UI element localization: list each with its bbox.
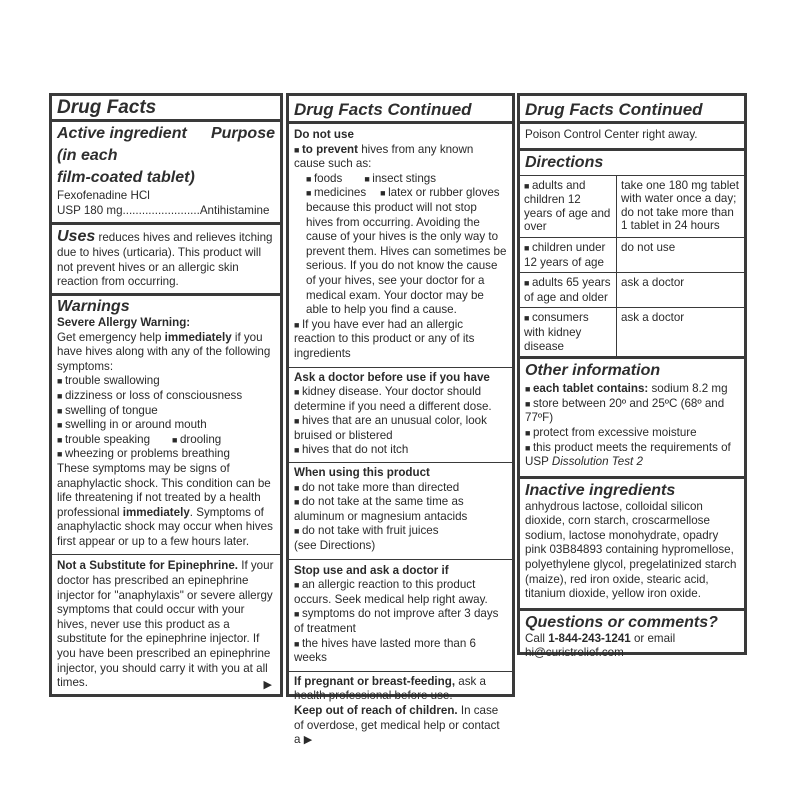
prevent-text: hives from any known cause such as: [294, 142, 474, 171]
call-text: Call [525, 631, 549, 645]
stop-use-item: ■ the hives have lasted more than 6 weeks [294, 637, 507, 666]
ingredient-name: Fexofenadine HCl [57, 189, 150, 202]
when-using-item: ■ do not take more than directed [294, 481, 507, 496]
table-row [520, 308, 744, 356]
symptom-item: ■ swelling in or around mouth [57, 418, 275, 433]
anaphylaxis-text-1: These symptoms may be signs of anaphylactic shock. This condition can be life threatening if not treated by a health professional [57, 461, 271, 519]
anaphylaxis-bold: immediately [122, 505, 190, 519]
inactive-ingredients-heading: Inactive ingredients [525, 481, 676, 499]
table-row [520, 176, 744, 238]
usp-test-name: Dissolution Test 2 [551, 455, 643, 469]
directions-heading: Directions [525, 153, 604, 171]
anaphylaxis-text-2: . Symptoms of anaphylactic shock may occur when hives first appear or up to a few hours later. [57, 505, 273, 548]
drug-facts-title: Drug Facts [57, 97, 157, 118]
table-cell [520, 308, 617, 356]
keep-out-warning [294, 704, 507, 748]
epinephrine-warning [57, 559, 275, 690]
symptom-item: ■ trouble swallowing [57, 374, 275, 389]
active-ingredient-sub1: (in each [57, 147, 118, 164]
usp-text: ■ this product meets the requirements of USP [525, 441, 731, 469]
directions-who: ■ adults and children 12 years of age and over [524, 179, 610, 234]
ask-doctor-item: ■ hives that do not itch [294, 443, 507, 458]
severe-intro-text: Get emergency help [57, 330, 165, 344]
table-cell [520, 176, 617, 238]
continued-title: Drug Facts Continued [294, 100, 472, 119]
continue-arrow-icon: ▶ [263, 678, 272, 691]
severe-intro-bold: immediately [164, 330, 232, 344]
cause-item: ■ insect stings [364, 172, 436, 185]
uses-text: reduces hives and relieves itching due to hives (urticaria). This product will not prevent hives or an allergic skin reaction from occurring. [57, 231, 273, 289]
pregnancy-bold: If pregnant or breast-feeding, [294, 674, 456, 688]
table-cell [520, 273, 617, 308]
poison-control-text: Poison Control Center right away. [525, 128, 698, 141]
warnings-heading: Warnings [57, 297, 130, 315]
each-tablet-bold: ■ each tablet contains: [525, 382, 648, 395]
active-ingredient-sub2: film-coated tablet) [57, 169, 195, 186]
questions-heading: Questions or comments? [525, 613, 718, 631]
drug-facts-panel-2 [286, 93, 515, 747]
symptom-pair-row [57, 433, 275, 448]
phone-number: 1-844-243-1241 [548, 631, 631, 645]
usp-item [525, 441, 739, 470]
symptom-item: ■ dizziness or loss of consciousness [57, 389, 275, 404]
allergic-reaction-item: ■ If you have ever had an allergic reaction to this product or any of its ingredients [294, 318, 507, 362]
prevent-bold: ■ to prevent [294, 143, 358, 156]
inactive-ingredients-text: anhydrous lactose, colloidal silicon dioxide, corn starch, croscarmellose sodium, lactose monohydrate, opadry pink 03B84893 containing hypromellose, polyethylene glycol, pregelatinized starch (maize), red iron oxide, stearic acid, titanium dioxide, yellow iron oxide. [525, 499, 737, 601]
prevent-item [294, 143, 507, 172]
drug-facts-panel-3 [517, 93, 747, 660]
table-row [520, 273, 744, 308]
pregnancy-text: ask a health professional before use. [294, 674, 486, 703]
stop-use-item: ■ symptoms do not improve after 3 days of treatment [294, 607, 507, 636]
symptom-item: ■ drooling [172, 433, 221, 446]
email-prefix: or email [630, 631, 676, 645]
symptom-item: ■ wheezing or problems breathing [57, 447, 275, 462]
severe-allergy-intro [57, 331, 275, 375]
keep-out-text: In case of overdose, get medical help or contact a [294, 703, 500, 747]
storage-item: ■ store between 20º and 25ºC (68º and 77ºF) [525, 397, 739, 426]
contact-line [525, 632, 739, 647]
ask-doctor-item: ■ kidney disease. Your doctor should determine if you need a different dose. [294, 385, 507, 414]
purpose-heading: Purpose [210, 125, 275, 142]
table-cell: ask a doctor [621, 276, 685, 290]
uses-heading: Uses [57, 228, 96, 246]
ask-doctor-heading: Ask a doctor before use if you have [294, 370, 490, 384]
directions-who: ■ consumers with kidney disease [524, 311, 589, 352]
directions-table [520, 176, 744, 357]
cause-item: ■ medicines [306, 186, 366, 199]
other-information-heading: Other information [525, 362, 661, 380]
each-tablet-text: sodium 8.2 mg [648, 382, 728, 396]
cause-item: ■ latex or rubber gloves [380, 186, 499, 199]
table-cell: ask a doctor [621, 311, 685, 325]
causes-row-1 [294, 172, 507, 187]
when-using-item: ■ do not take at the same time as aluminum or magnesium antacids [294, 495, 507, 524]
cause-item: ■ foods [306, 172, 342, 185]
moisture-item: ■ protect from excessive moisture [525, 426, 739, 441]
continue-arrow-icon: ▶ [303, 734, 313, 747]
table-cell: take one 180 mg tablet with water once a day; do not take more than 1 tablet in 24 hours [621, 178, 739, 233]
uses-section [57, 228, 275, 290]
severe-intro-text-2: if you have hives along with any of the following symptoms: [57, 330, 271, 373]
anaphylaxis-text [57, 462, 275, 550]
directions-who: ■ children under 12 years of age [524, 241, 605, 269]
ingredient-dose-line: USP 180 mg........................Antihistamine [57, 203, 270, 217]
table-row [520, 237, 744, 272]
table-cell: do not use [621, 240, 676, 254]
pregnancy-warning [294, 675, 507, 704]
because-text: because this product will not stop hives from occurring. Avoiding the cause of your hives is the only way to prevent them. Hives can sometimes be serious. If you do not know the cause of your hives, see your doctor for a medical exam. Your doctor may be able to help you find a cause. [306, 200, 507, 317]
see-directions: (see Directions) [294, 539, 376, 553]
symptom-item: ■ swelling of tongue [57, 404, 275, 419]
active-ingredient-heading: Active ingredient [57, 125, 187, 142]
symptom-item: ■ trouble speaking [57, 433, 150, 446]
when-using-item: ■ do not take with fruit juices [294, 524, 507, 539]
stop-use-heading: Stop use and ask a doctor if [294, 563, 449, 577]
epinephrine-text: If your doctor has prescribed an epinephrine injector for "anaphylaxis" or severe allergy symptoms that could occur with your hives, never use this product as a substitute for the epinephrine injector. If you have been prescribed an epinephrine injector, you should carry it with you at all times. [57, 559, 274, 690]
ask-doctor-item: ■ hives that are an unusual color, look bruised or blistered [294, 414, 507, 443]
each-tablet-item [525, 382, 739, 397]
keep-out-bold: Keep out of reach of children. [294, 703, 458, 717]
email-address: hi@curistrelief.com [525, 646, 624, 660]
do-not-use-heading: Do not use [294, 128, 354, 141]
continued-title: Drug Facts Continued [525, 100, 703, 119]
epinephrine-heading: Not a Substitute for Epinephrine. [57, 559, 238, 573]
causes-row-2 [294, 186, 507, 201]
severe-allergy-heading: Severe Allergy Warning: [57, 315, 191, 329]
stop-use-item: ■ an allergic reaction to this product occurs. Seek medical help right away. [294, 578, 507, 607]
directions-who: ■ adults 65 years of age and older [524, 276, 611, 304]
drug-facts-panel-1 [49, 93, 283, 697]
table-cell [520, 237, 617, 272]
when-using-heading: When using this product [294, 466, 430, 480]
